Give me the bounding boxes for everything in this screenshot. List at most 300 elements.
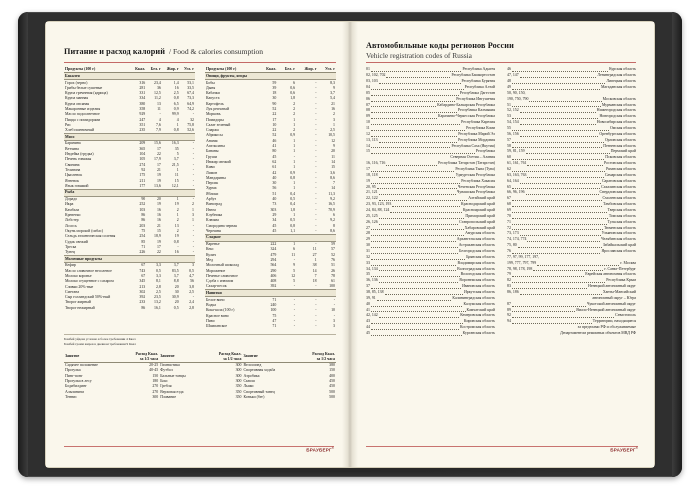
kcal-value: 90 [272,101,277,106]
fat-value: - [315,212,317,217]
food-table-left [64,67,195,311]
product-name: Телятина [65,167,81,172]
region-code-number: 53 [507,114,511,119]
fat-value: 12,1 [171,183,179,188]
product-name: Креветки [65,213,81,218]
activity-burn: 300 [235,373,242,378]
activity-burn: 270 [152,389,159,394]
kcal-value: 274 [139,162,146,167]
protein-value: 19 [156,173,161,178]
region-name: Томская область [608,213,636,218]
region-name: Чеченская Республика [457,184,495,189]
kcal-value: 358 [139,107,146,111]
food-table-right-body [205,73,336,330]
region-code-number: 83 [507,284,511,289]
protein-value: - [293,258,296,262]
carb-value: 67,4 [187,91,194,96]
table-row [205,324,336,329]
protein-value: 2,8 [155,284,161,289]
region-name: Московская область [602,96,636,101]
leader-dots [512,317,614,318]
protein-value: 1 [293,212,296,217]
region-name: Республика Хакасия [461,178,495,183]
region-code-number: 14 [366,143,370,148]
protein-value: - [293,154,296,159]
leader-dots [512,229,603,230]
kcal-value: 209 [139,141,146,146]
region-code-number: 52, 152 [507,108,519,113]
kcal-value: 92 [141,167,146,172]
region-name: Омская область [609,125,636,130]
protein-value: 0,8 [290,175,296,180]
activity-burn: 40-45 [149,368,159,373]
product-name: Горох (зерно) [65,80,88,85]
product-name: Варенье [206,242,220,247]
carb-value: 1 [192,218,194,223]
fat-value: 1 [176,167,179,172]
leader-dots [520,77,597,78]
protein-value: 16 [156,207,161,212]
protein-value: 18,9 [154,234,161,239]
carb-value: 100 [329,284,335,289]
region-code-number: 31 [366,249,370,254]
product-name: Кока-кола (100 г) [206,308,235,313]
region-name: Архангельская область [456,237,495,242]
calorie-note-2: Бомбей грамм жиров в дневном требовании 9 Ккал [64,341,136,346]
fat-value: 2 [176,218,179,223]
region-code-number: 51 [507,102,511,107]
activity-name: Бокс [160,378,168,383]
leader-dots [518,247,602,248]
product-name: Ананас [206,138,219,143]
fat-value: 14 [312,268,317,273]
leader-dots [379,142,458,143]
kcal-value: 71 [272,297,277,302]
region-code-number: 30 [366,243,370,248]
leader-dots [512,106,601,107]
fat-value: 19 [174,234,179,239]
leader-dots [371,183,460,184]
product-name: Инжир свежий [206,159,231,164]
region-name: Новосибирская область [596,120,636,125]
carb-value: 8,3 [330,80,335,85]
kcal-value: 86 [141,305,146,310]
region-code-number: 54, 154 [507,120,519,125]
kcal-value: 743 [139,268,146,273]
region-name: Ямало-Ненецкий автономный округ [576,307,636,312]
fat-value: - [315,117,317,122]
product-name: Картофель [206,101,224,106]
protein-value: 1 [293,159,296,164]
product-name: Индейка (грудка) [65,152,94,157]
protein-value: 7,9 [155,128,161,133]
region-name: Краснодарский край [461,202,495,207]
leader-dots [371,124,460,125]
fat-value: 20 [174,300,179,305]
product-name: Пицца с помидорами [65,117,101,122]
leader-dots [371,101,455,102]
carb-value: 4,7 [189,273,194,278]
region-name: Республика Татарстан (Татарстан) [438,161,495,166]
region-code-number: 23, 93, 123, 193 [366,202,392,207]
carb-value: - [192,234,194,239]
product-name: Сельдь атлантическая соленая [65,234,116,239]
kcal-value: 41 [272,144,277,149]
region-name: Липецкая область [606,79,636,84]
kcal-value: 42 [272,170,277,175]
kcal-value: 406 [270,273,277,278]
carb-value: - [192,228,194,233]
product-name: Черешня [206,228,221,233]
carb-value: 3,8 [189,284,194,289]
carb-value: - [192,162,194,167]
carb-value: 12 [331,138,335,143]
region-name: Курганская область [462,331,495,336]
region-name: Республика Коми [466,125,495,130]
activity-name: Теннис [65,394,77,399]
region-name: Карачаево-Черкесская Республика [438,114,495,119]
region-name: Тюменская область [603,225,636,230]
product-name: Белое вино [206,297,225,302]
product-name: Салат зеленый [206,122,231,127]
product-name: Молоко сгущенное с сахаром [65,279,114,284]
activity-burn: 300 [235,378,242,383]
leader-dots [379,200,468,201]
kcal-value: 104 [139,152,146,157]
activity-burn: 350 [235,384,242,389]
carb-value: 9 [333,85,335,90]
protein-value: 17,9 [154,157,161,162]
carb-value: - [192,173,194,178]
carb-value: 61 [331,279,335,284]
region-code-number: 49 [507,84,511,89]
leader-dots [392,206,460,207]
th-carb: Угл. г [180,67,195,73]
region-code-number: 08 [366,108,370,113]
fat-value: - [315,159,317,164]
kcal-value: 380 [139,101,146,106]
region-code-number: 56, 156 [507,131,519,136]
region-code-number: 74, 174, 774 [507,237,527,242]
carb-value: 26 [331,268,335,273]
protein-value: 1 [293,181,296,186]
region-code-number: 38, 85, 138 [366,290,384,295]
leader-dots [371,95,459,96]
region-code-number: 06 [366,96,370,101]
table-section-header [205,290,336,297]
activity-burn: 20-25 [149,363,159,368]
fat-value: 27 [312,252,317,257]
product-name: Масло сливочное несоленое [65,268,112,273]
leader-dots [512,171,605,172]
product-name: Киви [206,165,215,170]
region-name: Амурская область [465,231,495,236]
region-name: Псковская область [605,155,636,160]
product-name: Молоко коровье [65,273,92,278]
fat-value: 4 [176,117,179,122]
region-name: Ивановская область [462,284,495,289]
leader-dots [527,165,603,166]
fat-value: - [315,128,317,133]
right-page-heading [366,42,636,59]
leader-dots [527,177,603,178]
product-name: Изюм [206,207,216,212]
th-carb: Угл. г [318,67,336,73]
kcal-value: 324 [270,247,277,252]
region-code-number: 48 [507,79,511,84]
carb-value: 8,6 [330,228,335,233]
region-name: Хабаровский край [464,225,495,230]
product-name: Абрикосы [206,133,223,138]
leader-dots [512,212,607,213]
product-name: Ягненок [65,178,79,183]
kcal-value: 46 [272,138,277,143]
product-name: Мандарины [206,175,226,180]
leader-dots [379,177,455,178]
product-name: Лосось [65,223,77,228]
kcal-value: 85 [141,239,146,244]
product-name: Водка [206,303,216,308]
region-code-number: 24, 84, 88, 124 [366,208,390,212]
kcal-value: 45 [272,228,277,233]
region-code-number: 10 [366,120,370,125]
protein-value: 17 [156,244,161,249]
th-kcal: Ккал. [131,67,146,73]
leader-dots [371,171,455,172]
region-name: Ульяновская область [601,231,636,236]
region-name: Тульская область [607,219,636,224]
leader-dots [377,300,452,301]
region-code-number: 15 [366,149,370,154]
carb-value: - [333,313,335,318]
region-code-number: 55 [507,125,511,130]
carb-value: 78 [331,273,335,278]
activity-name: Верховая езда [160,389,184,394]
region-code-number: 40 [366,301,370,306]
activity-burn: 350 [235,389,242,394]
protein-value: 1,1 [290,228,296,233]
carb-value: 76 [331,258,335,262]
calorie-note-1: Бомбей уйдена условно в более требовании 4 Ккал [64,337,136,342]
leader-dots [371,71,462,72]
leader-dots [371,253,458,254]
leader-dots [371,136,457,137]
right-brand-rule [366,446,638,447]
leader-dots [371,247,458,248]
leader-dots [371,288,461,289]
carb-value: 75,8 [187,122,194,127]
region-code-number: 19 [366,178,370,183]
region-code-number: 82 [507,278,511,283]
product-name: Кефир [65,263,76,268]
region-name: Калужская область [463,301,495,306]
region-codes-col-left [366,67,495,337]
kcal-value: 211 [139,178,146,183]
protein-value: 12,5 [154,91,161,96]
protein-value: 17 [156,146,161,151]
leader-dots [520,183,601,184]
region-code-number: 78, 98, 178, 198 [507,266,533,271]
leader-dots [371,323,463,324]
carb-value: 2 [333,112,335,117]
protein-value: 1 [293,149,296,154]
fat-value: - [315,186,317,191]
leader-dots [379,224,458,225]
region-name: Департаментом режимных объектов МВД РФ [560,331,636,336]
carb-value: 2,4 [189,300,194,305]
left-brand-rule [64,446,334,447]
leader-dots [512,89,600,90]
leader-dots [512,323,592,324]
fat-value: - [315,308,317,313]
leader-dots [379,218,465,219]
region-code-number: 45 [366,331,370,336]
protein-value: 0,6 [290,91,296,96]
region-code-number: 44 [366,325,370,330]
protein-value: 8,1 [155,279,161,284]
fat-value: 3,7 [173,263,179,268]
carb-value: - [192,152,194,157]
table-row [64,305,195,310]
region-name: Рязанская область [606,166,636,171]
region-name: Республика Алтай [464,84,495,89]
fat-value: - [315,303,317,308]
table-section-header [205,234,336,241]
kcal-value: 226 [139,250,146,255]
product-name: Сыр голландский 50%-ный [65,295,111,300]
protein-value: 1 [293,122,296,127]
th-activity-3: Занятие [242,352,296,363]
activity-name: Гребля [160,384,172,389]
th-activity-2: Занятие [159,352,203,363]
leader-dots [529,101,601,102]
region-code-number: 71 [507,219,511,224]
region-name: за пределами РФ и обслуживаемые [577,325,636,330]
region-code-number: 01 [366,67,370,72]
protein-value: 0,8 [290,223,296,228]
fat-value: - [315,242,317,247]
carb-value: 74,2 [187,107,194,111]
fat-value: 19 [174,202,179,207]
carb-value: - [333,303,335,308]
fat-value: - [315,175,317,180]
product-name: Кабачки [206,91,220,96]
kcal-value: 294 [270,258,277,262]
protein-value: 1 [293,144,296,149]
carb-value: 9 [333,144,335,149]
region-code-number: 89 [507,307,511,312]
region-name: Саратовская область [601,178,636,183]
protein-value: 4 [158,117,161,122]
section-label: Молочные продукты [64,256,195,263]
region-name: Самарская область [604,172,636,177]
fat-value: 8,8 [173,279,179,284]
carb-value: 1 [192,207,194,212]
carb-value: 9,2 [330,197,335,202]
product-name: Смородина черная [206,223,237,228]
kcal-value: 334 [139,96,146,101]
region-name: Свердловская область [599,190,636,195]
fat-value: 18 [312,279,317,284]
carb-value: 2,5 [330,128,335,133]
kcal-value: 39 [272,85,277,90]
region-name: Челябинская область [601,237,636,242]
kcal-value: 564 [270,263,277,268]
kcal-value: 177 [139,183,146,188]
fat-value: 0,5 [173,305,179,310]
protein-value: 19 [156,202,161,207]
th-kcal: Ккал. [259,67,278,73]
th-product: Продукты (100 г) [64,67,131,73]
table-section-header [64,256,195,263]
protein-value: 2 [293,101,296,106]
product-name: Молочный шоколад [206,263,239,268]
protein-value: 16,1 [154,305,161,310]
region-code-number: 79 [507,272,511,277]
carb-value: 3,7 [330,91,335,96]
protein-value: 1 [293,242,296,247]
product-name: Лобстер [65,218,79,223]
protein-value: 1 [293,165,296,170]
product-name: Крупа овсяная [65,101,90,106]
product-name: Бананы [206,149,219,154]
diary-pages [46,22,654,467]
region-code-number: 67 [507,196,511,201]
product-name: Дыня [206,85,216,90]
kcal-value: 22 [272,128,277,133]
carb-value: 8 [333,223,335,228]
activity-burn: 450 [329,384,335,389]
protein-value: 13 [156,101,161,106]
product-name: Кулич [206,252,217,257]
product-name: Арбуз [206,197,217,202]
leader-dots [512,159,604,160]
protein-value: 2 [293,128,296,133]
kcal-value: 392 [139,295,146,300]
protein-value: 6 [293,80,296,85]
carb-value: 32 [190,117,194,122]
table-section-header [205,73,336,80]
fat-value: - [315,318,317,323]
region-name: г. Москва [620,260,636,265]
carb-value: - [192,295,194,300]
fat-value: 13 [174,223,179,228]
region-name: Тверская область [607,208,636,212]
kcal-value: 203 [139,223,146,228]
region-name: Курская область [609,67,636,72]
region-code-number: 199, 777, 797, 799 [507,260,537,265]
region-name: Ленинградская область [597,73,636,78]
fat-value: - [315,228,317,233]
region-code-number: 13, 113 [366,137,378,142]
product-name: Бобы [206,80,215,85]
activity-burn: 300 [235,363,242,368]
kcal-value: 45 [272,154,277,159]
protein-value: - [293,313,296,318]
product-name: Виноград [206,202,222,207]
product-name: Тунец [65,250,76,255]
left-page-title-ru: Питание и расход калорий [64,47,166,56]
region-name: Мурманская область [601,102,636,107]
fat-value: 11 [312,247,317,252]
fat-value: - [315,202,317,207]
region-code-number: 75, 80 [507,243,517,248]
region-code-number: 190, 750, 790 [507,96,529,101]
region-code-number: 66, 96, 196 [507,190,525,195]
fat-value: - [315,284,317,289]
th-burn-2: Расход Ккал. за 1/2 часа [203,352,243,363]
protein-value: 3,3 [155,263,161,268]
